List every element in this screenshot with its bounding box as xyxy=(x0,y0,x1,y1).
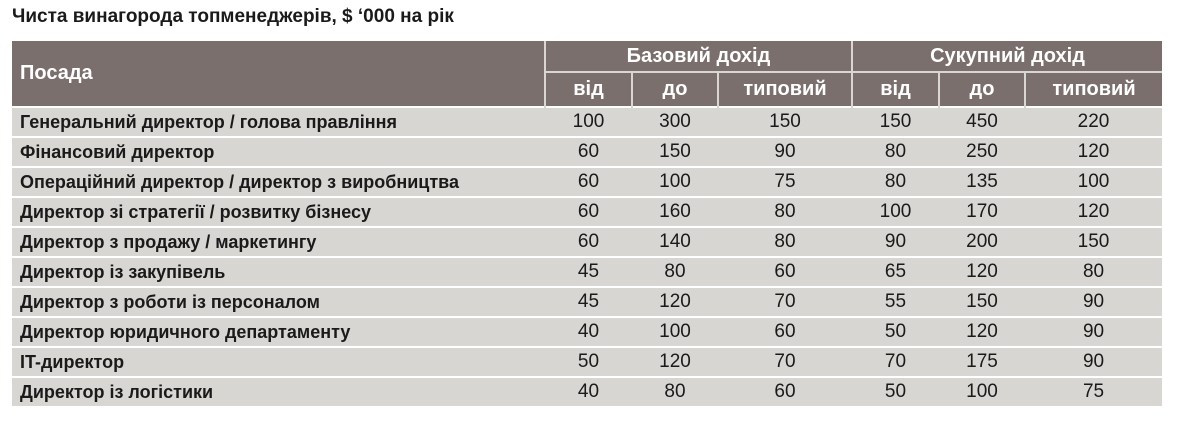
position-name-cell: Директор з роботи із персоналом xyxy=(12,287,545,317)
value-cell: 150 xyxy=(632,137,718,167)
position-name-cell: Директор зі стратегії / розвитку бізнесу xyxy=(12,197,545,227)
value-cell: 120 xyxy=(632,347,718,377)
table-row xyxy=(12,227,1162,257)
total-income-header: Сукупний дохід xyxy=(852,41,1162,72)
value-cell: 90 xyxy=(1025,347,1162,377)
value-cell: 40 xyxy=(545,377,632,406)
value-cell: 120 xyxy=(1025,137,1162,167)
total-to-header: до xyxy=(939,72,1025,107)
value-cell: 70 xyxy=(718,347,852,377)
value-cell: 450 xyxy=(939,107,1025,137)
value-cell: 80 xyxy=(1025,257,1162,287)
value-cell: 250 xyxy=(939,137,1025,167)
position-name-cell: Директор із закупівель xyxy=(12,257,545,287)
value-cell: 90 xyxy=(852,227,939,257)
table-row xyxy=(12,107,1162,137)
value-cell: 90 xyxy=(1025,287,1162,317)
value-cell: 120 xyxy=(939,317,1025,347)
value-cell: 65 xyxy=(852,257,939,287)
value-cell: 170 xyxy=(939,197,1025,227)
table-row xyxy=(12,347,1162,377)
value-cell: 75 xyxy=(718,167,852,197)
value-cell: 200 xyxy=(939,227,1025,257)
value-cell: 80 xyxy=(718,197,852,227)
value-cell: 135 xyxy=(939,167,1025,197)
total-from-header: від xyxy=(852,72,939,107)
base-typical-header: типовий xyxy=(718,72,852,107)
value-cell: 70 xyxy=(718,287,852,317)
table-row xyxy=(12,257,1162,287)
value-cell: 150 xyxy=(718,107,852,137)
value-cell: 300 xyxy=(632,107,718,137)
value-cell: 100 xyxy=(852,197,939,227)
position-name-cell: Директор юридичного департаменту xyxy=(12,317,545,347)
value-cell: 50 xyxy=(852,377,939,406)
value-cell: 80 xyxy=(632,257,718,287)
table-row xyxy=(12,287,1162,317)
value-cell: 175 xyxy=(939,347,1025,377)
value-cell: 120 xyxy=(939,257,1025,287)
value-cell: 120 xyxy=(632,287,718,317)
value-cell: 120 xyxy=(1025,197,1162,227)
base-income-header: Базовий дохід xyxy=(545,41,852,72)
value-cell: 70 xyxy=(852,347,939,377)
value-cell: 80 xyxy=(632,377,718,406)
value-cell: 60 xyxy=(545,167,632,197)
position-column-header: Посада xyxy=(20,62,93,84)
total-typical-header: типовий xyxy=(1025,72,1162,107)
value-cell: 80 xyxy=(718,227,852,257)
value-cell: 60 xyxy=(545,197,632,227)
base-from-header: від xyxy=(545,72,632,107)
value-cell: 150 xyxy=(852,107,939,137)
value-cell: 150 xyxy=(939,287,1025,317)
value-cell: 50 xyxy=(545,347,632,377)
value-cell: 45 xyxy=(545,257,632,287)
salary-table xyxy=(12,41,1162,406)
value-cell: 90 xyxy=(718,137,852,167)
value-cell: 40 xyxy=(545,317,632,347)
value-cell: 60 xyxy=(718,257,852,287)
position-name-cell: IT-директор xyxy=(12,347,545,377)
value-cell: 100 xyxy=(632,317,718,347)
value-cell: 100 xyxy=(939,377,1025,406)
position-name-cell: Операційний директор / директор з виробництва xyxy=(12,167,545,197)
value-cell: 60 xyxy=(545,137,632,167)
header-row-groups xyxy=(12,41,1162,72)
value-cell: 80 xyxy=(852,137,939,167)
value-cell: 45 xyxy=(545,287,632,317)
position-name-cell: Директор з продажу / маркетингу xyxy=(12,227,545,257)
base-to-header: до xyxy=(632,72,718,107)
value-cell: 75 xyxy=(1025,377,1162,406)
table-row xyxy=(12,197,1162,227)
value-cell: 100 xyxy=(1025,167,1162,197)
value-cell: 90 xyxy=(1025,317,1162,347)
value-cell: 80 xyxy=(852,167,939,197)
table-row xyxy=(12,317,1162,347)
table-body xyxy=(12,107,1162,406)
value-cell: 100 xyxy=(632,167,718,197)
table-row xyxy=(12,137,1162,167)
position-name-cell: Фінансовий директор xyxy=(12,137,545,167)
value-cell: 160 xyxy=(632,197,718,227)
value-cell: 60 xyxy=(545,227,632,257)
table-row xyxy=(12,167,1162,197)
value-cell: 60 xyxy=(718,377,852,406)
value-cell: 220 xyxy=(1025,107,1162,137)
table-title: Чиста винагорода топменеджерів, $ ‘000 на рік xyxy=(12,6,454,27)
value-cell: 60 xyxy=(718,317,852,347)
value-cell: 150 xyxy=(1025,227,1162,257)
value-cell: 140 xyxy=(632,227,718,257)
position-name-cell: Директор із логістики xyxy=(12,377,545,406)
position-name-cell: Генеральний директор / голова правління xyxy=(12,107,545,137)
table-row xyxy=(12,377,1162,406)
value-cell: 50 xyxy=(852,317,939,347)
value-cell: 55 xyxy=(852,287,939,317)
value-cell: 100 xyxy=(545,107,632,137)
